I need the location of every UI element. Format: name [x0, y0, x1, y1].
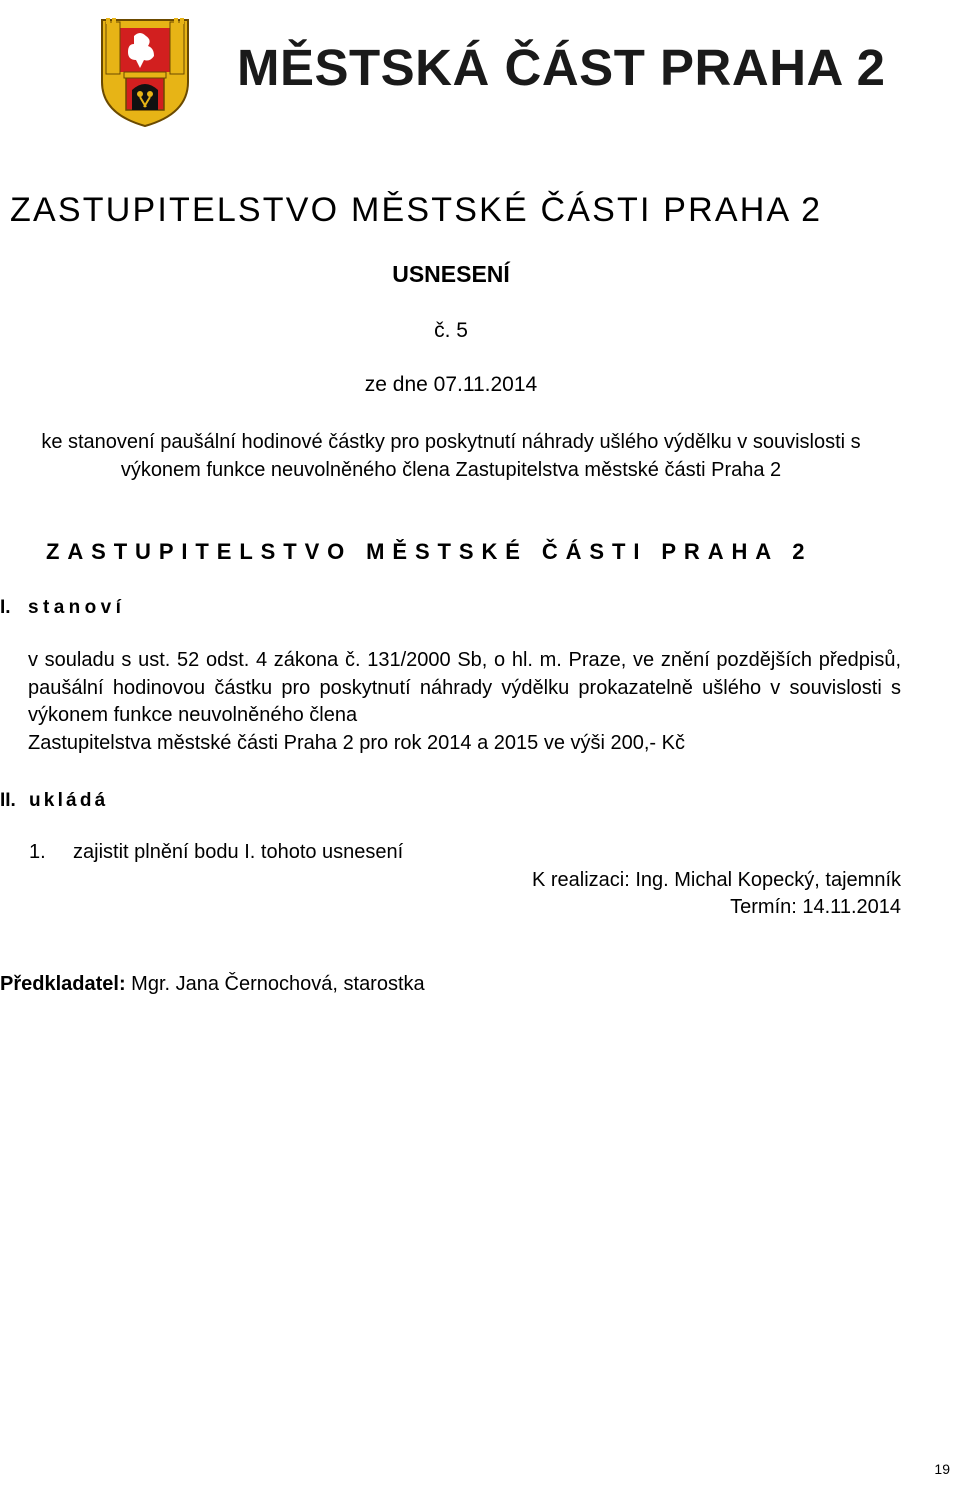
section-title: ukládá	[29, 790, 109, 811]
document-type: USNESENÍ	[392, 261, 510, 287]
document-subject: ke stanovení paušální hodinové částky pro poskytnutí náhrady ušlého výdělku v souvislosti s výkonem funkce neuvolněného člena Zastupitelstva městské části Praha 2	[41, 431, 861, 481]
task-number: 1.	[29, 841, 46, 863]
submitter-line	[0, 974, 425, 994]
section-body	[28, 647, 901, 757]
section-numeral: I.	[0, 597, 11, 618]
task-deadline: Termín: 14.11.2014	[730, 896, 901, 918]
section-numeral: II.	[0, 790, 16, 811]
section-body-paragraph-end: Zastupitelstva městské části Praha 2 pro rok 2014 a 2015 ve výši 200,- Kč	[28, 731, 685, 754]
coat-of-arms-icon	[96, 16, 194, 128]
submitter-name: Mgr. Jana Černochová, starostka	[131, 973, 425, 995]
council-title: ZASTUPITELSTVO MĚSTSKÉ ČÁSTI PRAHA 2	[10, 191, 823, 229]
document-number: č. 5	[434, 319, 468, 342]
task-text: zajistit plnění bodu I. tohoto usnesení	[73, 841, 404, 863]
task-responsible: K realizaci: Ing. Michal Kopecký, tajemník	[531, 869, 901, 891]
section-body-paragraph: v souladu s ust. 52 odst. 4 zákona č. 131/2000 Sb, o hl. m. Praze, ve znění pozdějších předpisů, paušální hodinovou částku pro poskytnutí náhrady výdělku prokazatelně ušlého v souvislosti s výkonem funkce neuvolněného člena	[28, 649, 901, 726]
council-heading-spaced: ZASTUPITELSTVO MĚSTSKÉ ČÁSTI PRAHA 2	[46, 539, 813, 564]
submitter-label: Předkladatel:	[0, 973, 126, 995]
section-title: stanoví	[28, 597, 126, 618]
page-number: 19	[934, 1461, 950, 1477]
document-date: ze dne 07.11.2014	[364, 373, 538, 396]
logo-text: MĚSTSKÁ ČÁST PRAHA 2	[237, 39, 886, 96]
